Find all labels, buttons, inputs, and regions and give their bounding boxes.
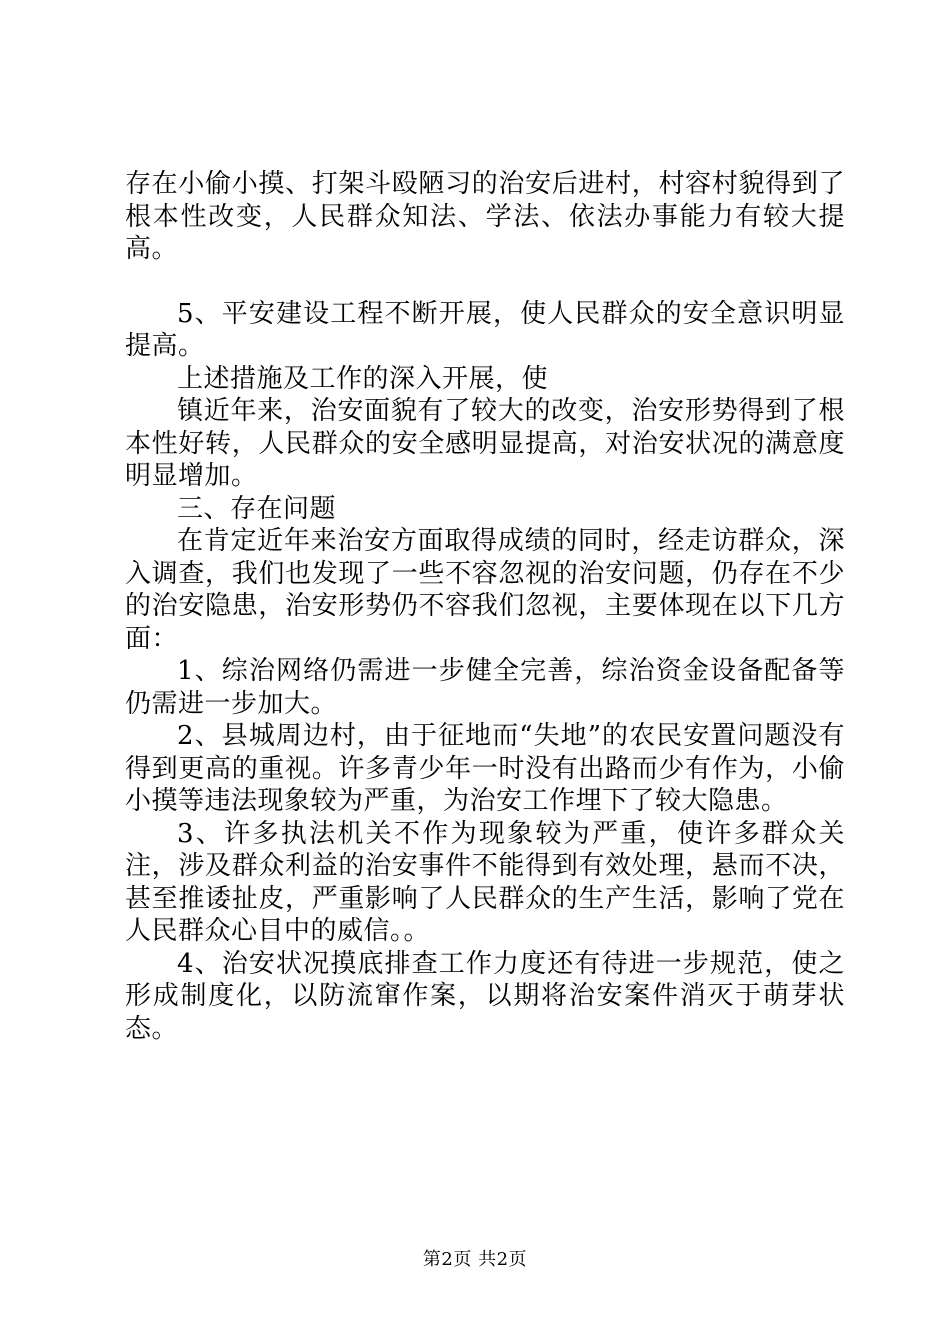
- paragraph-problem-1: 1、综治网络仍需进一步健全完善，综治资金设备配备等仍需进一步加大。: [125, 656, 845, 719]
- document-body: [125, 168, 845, 1045]
- paragraph-summary-lead: 上述措施及工作的深入开展，使: [177, 363, 549, 394]
- paragraph-problem-4: 4、治安状况摸底排查工作力度还有待进一步规范，使之形成制度化，以防流窜作案，以期将治安案件消灭于萌芽状态。: [125, 948, 845, 1044]
- paragraph-continuation: 存在小偷小摸、打架斗殴陋习的治安后进村，村容村貌得到了根本性改变，人民群众知法、学法、依法办事能力有较大提高。: [125, 169, 845, 264]
- paragraph-summary: 镇近年来，治安面貌有了较大的改变，治安形势得到了根本性好转，人民群众的安全感明显提高，对治安状况的满意度明显增加。: [125, 396, 845, 491]
- paragraph-problems-intro: 在肯定近年来治安方面取得成绩的同时，经走访群众，深入调查，我们也发现了一些不容忽视的治安问题，仍存在不少的治安隐患，治安形势仍不容我们忽视，主要体现在以下几方面：: [125, 526, 845, 654]
- paragraph-problem-2: 2、县城周边村，由于征地而“失地”的农民安置问题没有得到更高的重视。许多青少年一时没有出路而少有作为，小偷小摸等违法现象较为严重，为治安工作埋下了较大隐患。: [125, 721, 845, 816]
- paragraph-item-5: 5、平安建设工程不断开展，使人民群众的安全意识明显提高。: [125, 298, 845, 361]
- paragraph-problem-3: 3、许多执法机关不作为现象较为严重，使许多群众关注，涉及群众利益的治安事件不能得到有效处理，悬而不决，甚至推诿扯皮，严重影响了人民群众的生产生活，影响了党在人民群众心目中的威信。。: [125, 818, 845, 946]
- section-heading-problems: 三、存在问题: [177, 493, 337, 524]
- page-footer: 第2页 共2页: [422, 1249, 528, 1270]
